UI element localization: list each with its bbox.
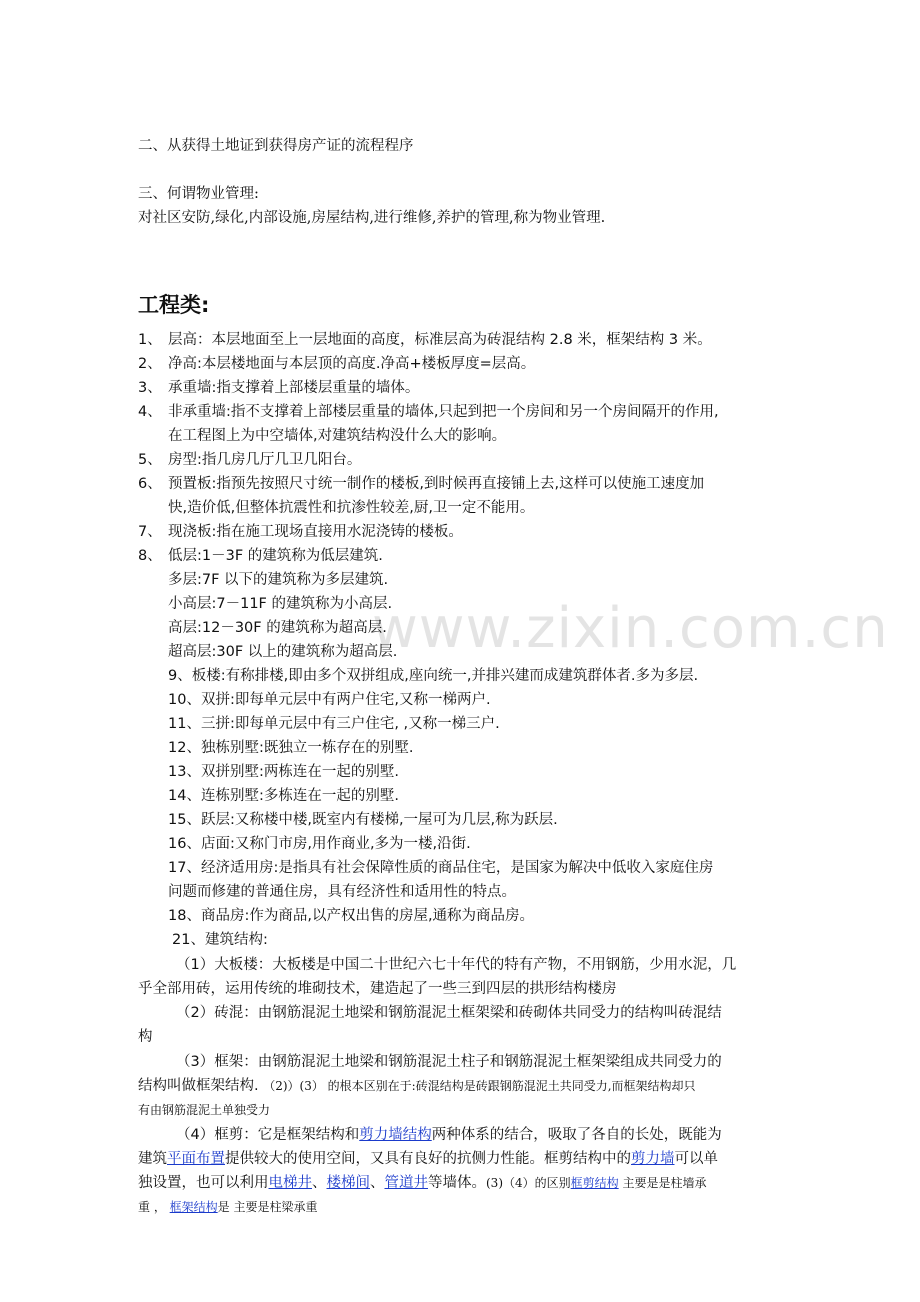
text-run: （4）框剪：它是框架结构和 bbox=[176, 1127, 360, 1143]
structure-1-line-2: 乎全部用砖，运用传统的堆砌技术，建造起了一些三到四层的拱形结构楼房 bbox=[138, 981, 617, 997]
list-item-4-continued: 在工程图上为中空墙体,对建筑结构没什么大的影响。 bbox=[168, 428, 507, 444]
structure-3-line-2 bbox=[138, 1075, 696, 1097]
text-run: 等墙体。 bbox=[428, 1175, 486, 1191]
list-item-8-small-high: 小高层:7－11F 的建筑称为小高层. bbox=[168, 596, 393, 612]
list-item-10: 10、双拼:即每单元层中有两户住宅,又称一梯两户. bbox=[168, 692, 491, 708]
structure-comparison-note: （2)）(3） 的根本区别在于:砖混结构是砖跟钢筋混泥土共同受力,而框架结构却只 bbox=[263, 1079, 696, 1093]
link-shear-wall[interactable]: 剪力墙 bbox=[631, 1151, 675, 1167]
structure-3-text: 结构叫做框架结构. bbox=[138, 1078, 259, 1094]
list-item-8-high: 高层:12－30F 的建筑称为超高层. bbox=[168, 620, 387, 636]
list-item-11: 11、三拼:即每单元层中有三户住宅, ,又称一梯三户. bbox=[168, 716, 500, 732]
text-run: 独设置，也可以利用 bbox=[138, 1175, 269, 1191]
structure-4-line-4 bbox=[138, 1196, 318, 1218]
list-item-14: 14、连栋别墅:多栋连在一起的别墅. bbox=[168, 788, 399, 804]
list-item-2 bbox=[138, 353, 535, 375]
structure-2-line-2: 构 bbox=[138, 1029, 153, 1045]
list-item-16: 16、店面:又称门市房,用作商业,多为一楼,沿街. bbox=[168, 836, 471, 852]
list-item-13: 13、双拼别墅:两栋连在一起的别墅. bbox=[168, 764, 399, 780]
item-text: 房型:指几房几厅几卫几阳台。 bbox=[168, 452, 362, 468]
list-item-9: 9、板楼:有称排楼,即由多个双拼组成,座向统一,并排兴建而成建筑群体者.多为多层. bbox=[168, 668, 699, 684]
list-item-7 bbox=[138, 521, 463, 543]
link-elevator-shaft[interactable]: 电梯井 bbox=[268, 1175, 312, 1191]
structure-4-line-1 bbox=[176, 1124, 722, 1146]
item-number: 7、 bbox=[138, 524, 162, 540]
item-text: 净高:本层楼地面与本层顶的高度.净高+楼板厚度=层高。 bbox=[168, 356, 536, 372]
structure-4-line-3 bbox=[138, 1172, 706, 1194]
list-item-3 bbox=[138, 377, 419, 399]
list-item-15: 15、跃层:又称楼中楼,既室内有楼梯,一屋可为几层,称为跃层. bbox=[168, 812, 558, 828]
item-text: 预置板:指预先按照尺寸统一制作的楼板,到时候再直接铺上去,这样可以使施工速度加 bbox=[168, 476, 705, 492]
item-text: 现浇板:指在施工现场直接用水泥浇铸的楼板。 bbox=[168, 524, 463, 540]
link-stairwell[interactable]: 楼梯间 bbox=[326, 1175, 370, 1191]
watermark: www.zixin.com.cn bbox=[372, 596, 889, 661]
structure-comparison-note-continued: 有由钢筋混泥土单独受力 bbox=[138, 1103, 271, 1117]
item-number: 1、 bbox=[138, 332, 162, 348]
link-shear-wall-structure[interactable]: 剪力墙结构 bbox=[359, 1127, 432, 1143]
item-number: 2、 bbox=[138, 356, 162, 372]
text-run: 、 bbox=[312, 1175, 327, 1191]
text-run: 两种体系的结合，吸取了各自的长处，既能为 bbox=[431, 1127, 722, 1143]
text-run: (3)（4）的区别 bbox=[486, 1176, 571, 1190]
section-3-text: 对社区安防,绿化,内部设施,房屋结构,进行维修,养护的管理,称为物业管理. bbox=[138, 210, 606, 226]
list-item-4 bbox=[138, 401, 719, 423]
list-item-6 bbox=[138, 473, 704, 495]
item-number: 3、 bbox=[138, 380, 162, 396]
list-item-6-continued: 快,造价低,但整体抗震性和抗渗性较差,厨,卫一定不能用。 bbox=[168, 500, 535, 516]
list-item-8-super-high: 超高层:30F 以上的建筑称为超高层. bbox=[168, 644, 398, 660]
structure-2-line-1: （2）砖混：由钢筋混泥土地梁和钢筋混泥土框架梁和砖砌体共同受力的结构叫砖混结 bbox=[176, 1005, 722, 1021]
item-text: 层高：本层地面至上一层地面的高度，标准层高为砖混结构 2.8 米，框架结构 3 米。 bbox=[168, 332, 712, 348]
item-number: 5、 bbox=[138, 452, 162, 468]
text-run: 、 bbox=[370, 1175, 385, 1191]
list-item-8-multi: 多层:7F 以下的建筑称为多层建筑. bbox=[168, 572, 389, 588]
text-run: 提供较大的使用空间，又具有良好的抗侧力性能。框剪结构中的 bbox=[225, 1151, 631, 1167]
list-item-17-continued: 问题而修建的普通住房，具有经济性和适用性的特点。 bbox=[168, 884, 516, 900]
list-item-5 bbox=[138, 449, 361, 471]
text-run: 是 主要是柱梁承重 bbox=[217, 1200, 318, 1214]
text-run: 重 ， bbox=[138, 1200, 166, 1214]
list-item-1 bbox=[138, 329, 712, 351]
list-item-21: 21、建筑结构: bbox=[172, 932, 268, 948]
link-floor-plan[interactable]: 平面布置 bbox=[167, 1151, 225, 1167]
item-text: 低层:1－3F 的建筑称为低层建筑. bbox=[168, 548, 383, 564]
structure-4-line-2 bbox=[138, 1148, 718, 1170]
engineering-heading: 工程类: bbox=[138, 293, 210, 317]
list-item-18: 18、商品房:作为商品,以产权出售的房屋,通称为商品房。 bbox=[168, 908, 535, 924]
link-frame-structure[interactable]: 框架结构 bbox=[169, 1200, 218, 1214]
list-item-8 bbox=[138, 545, 383, 567]
list-item-17: 17、经济适用房:是指具有社会保障性质的商品住宅，是国家为解决中低收入家庭住房 bbox=[168, 860, 714, 876]
list-item-12: 12、独栋别墅:既独立一栋存在的别墅. bbox=[168, 740, 414, 756]
item-text: 非承重墙:指不支撑着上部楼层重量的墙体,只起到把一个房间和另一个房间隔开的作用, bbox=[168, 404, 719, 420]
link-frame-shear-structure[interactable]: 框剪结构 bbox=[570, 1176, 619, 1190]
item-number: 4、 bbox=[138, 404, 162, 420]
link-pipe-shaft[interactable]: 管道井 bbox=[384, 1175, 428, 1191]
text-run: 建筑 bbox=[138, 1151, 167, 1167]
text-run: 可以单 bbox=[674, 1151, 718, 1167]
section-3-heading: 三、何谓物业管理: bbox=[138, 186, 259, 202]
item-number: 8、 bbox=[138, 548, 162, 564]
structure-3-line-1: （3）框架：由钢筋混泥土地梁和钢筋混泥土柱子和钢筋混泥土框架梁组成共同受力的 bbox=[176, 1054, 722, 1070]
item-number: 6、 bbox=[138, 476, 162, 492]
text-run: 主要是是柱墙承 bbox=[618, 1176, 707, 1190]
structure-1-line-1: （1）大板楼：大板楼是中国二十世纪六七十年代的特有产物，不用钢筋，少用水泥，几 bbox=[176, 957, 737, 973]
section-2-heading: 二、从获得土地证到获得房产证的流程程序 bbox=[138, 138, 414, 154]
item-text: 承重墙:指支撑着上部楼层重量的墙体。 bbox=[168, 380, 420, 396]
